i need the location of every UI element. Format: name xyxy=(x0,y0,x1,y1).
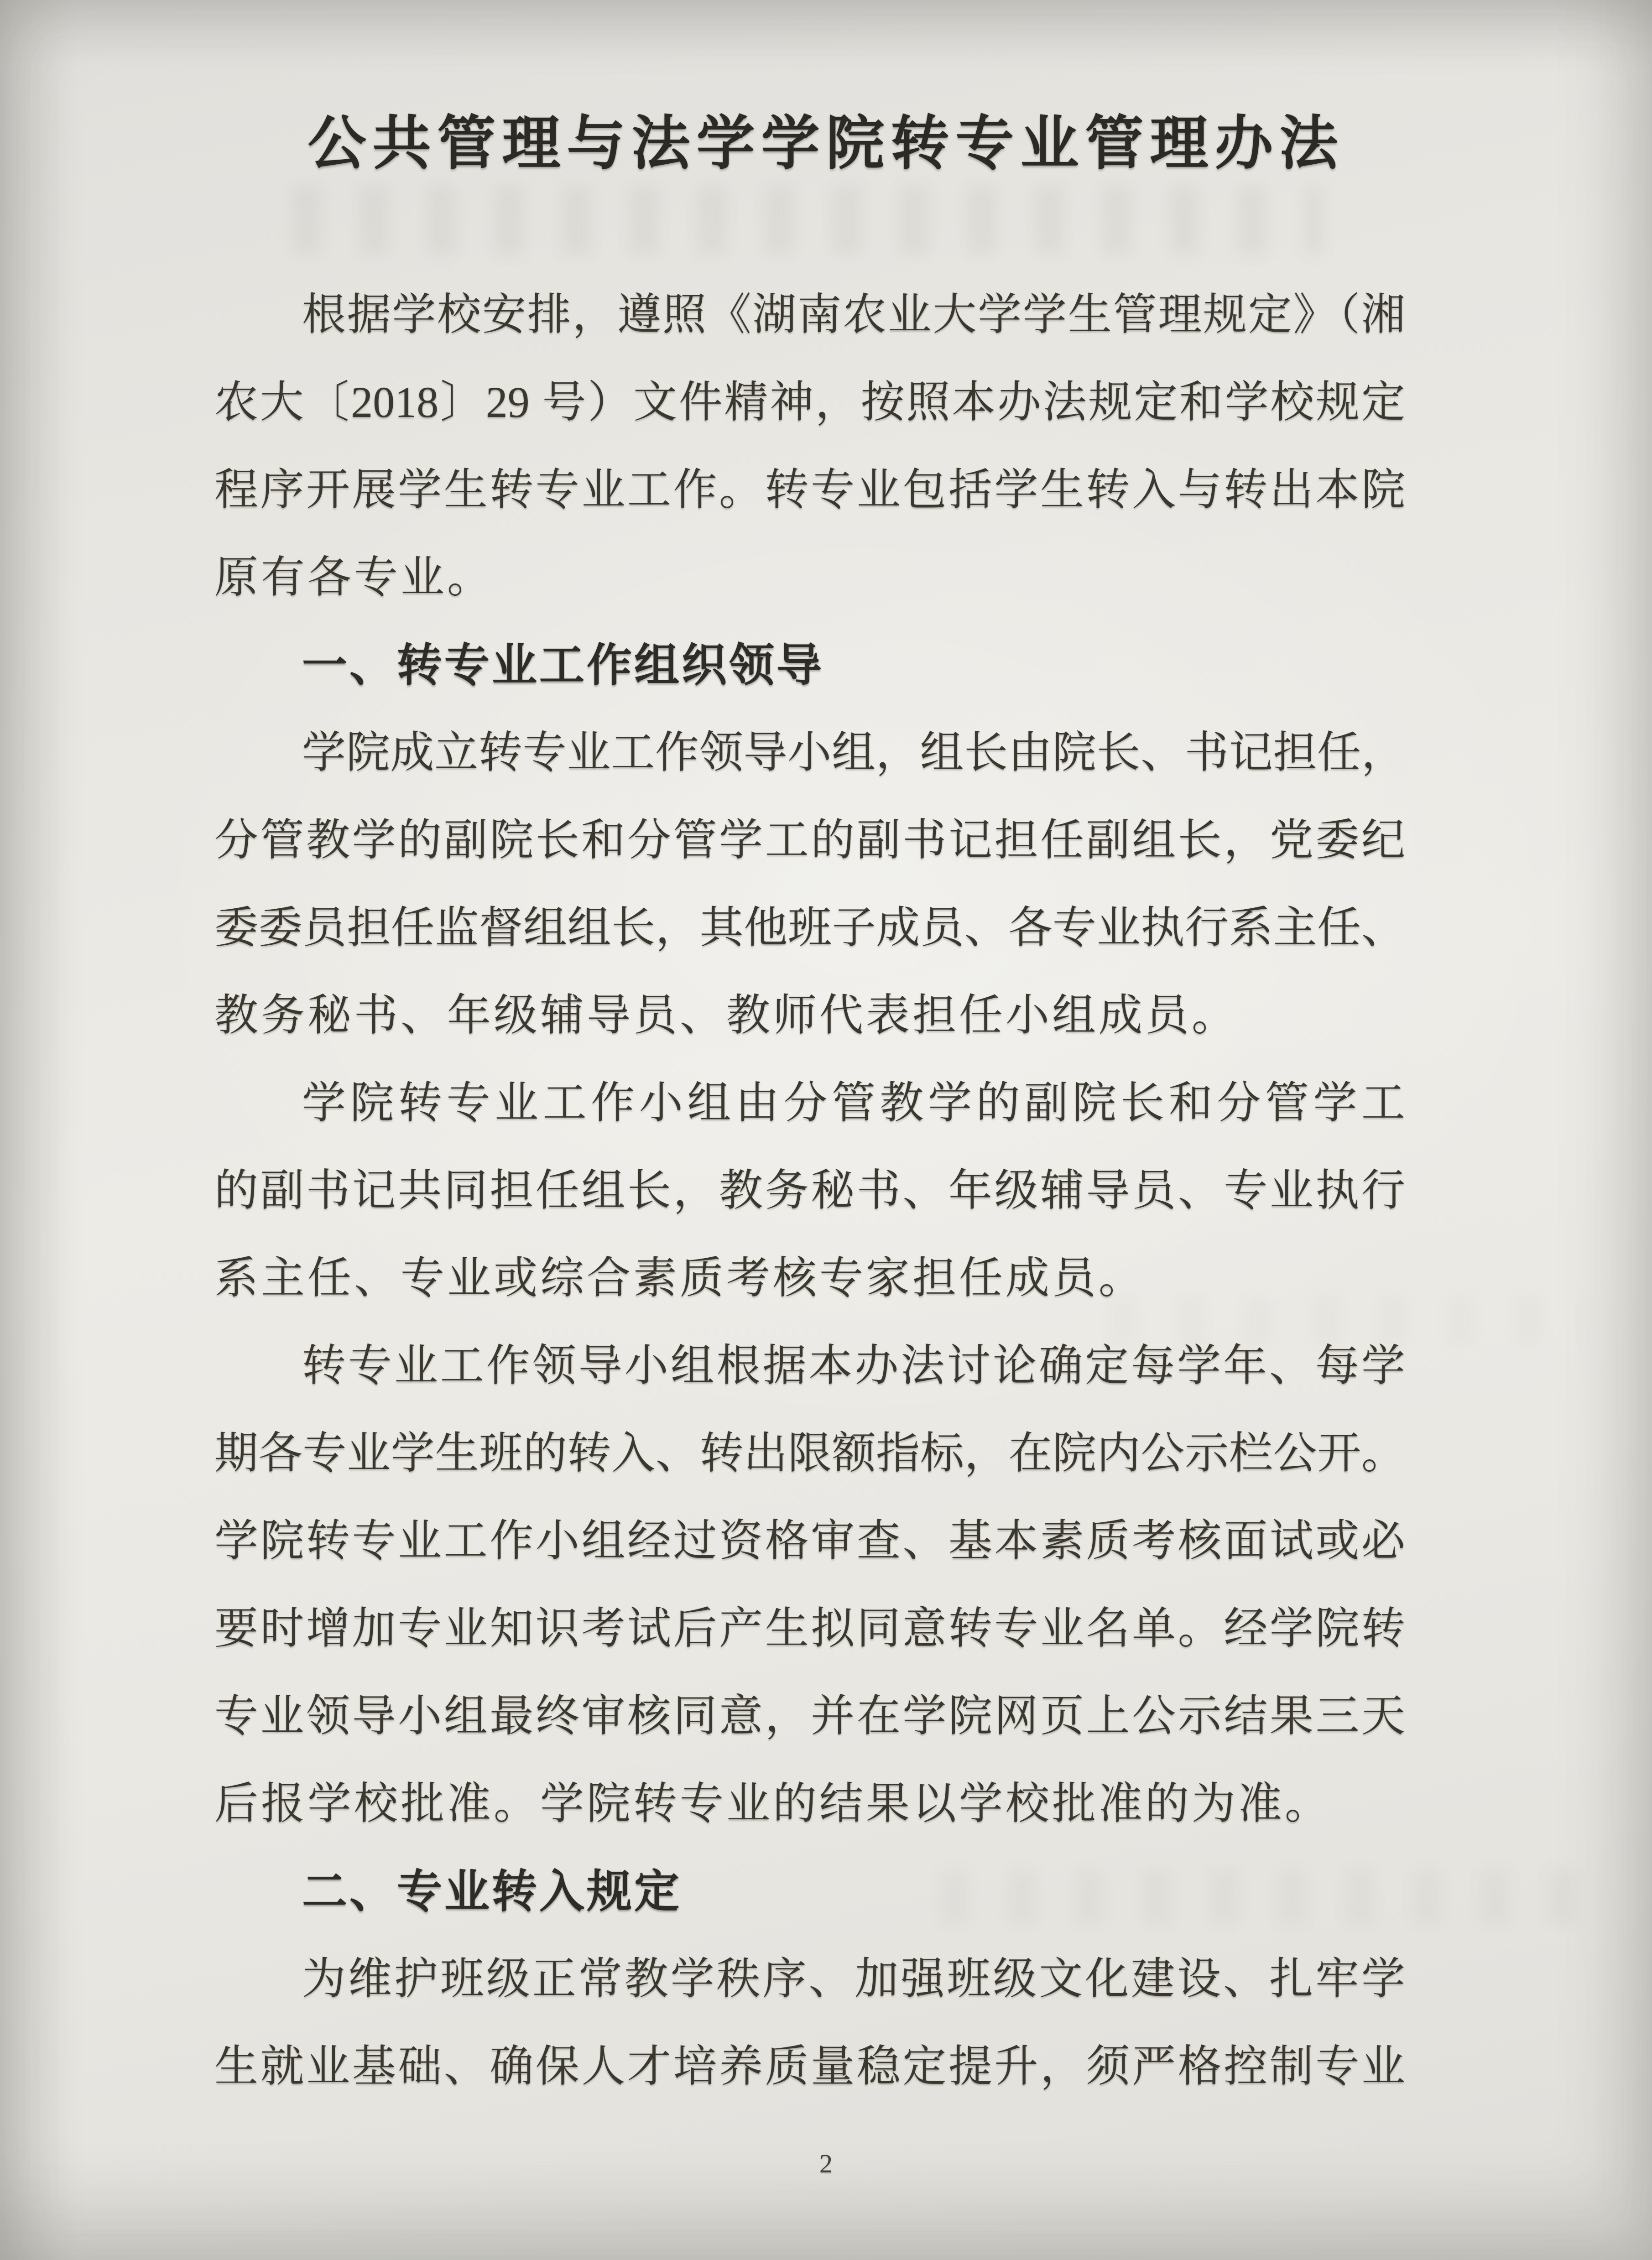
body-line: 生就业基础、确保人才培养质量稳定提升，须严格控制专业 xyxy=(214,2042,1405,2091)
body-line: 要时增加专业知识考试后产生拟同意转专业名单。经学院转 xyxy=(214,1604,1405,1653)
body-line: 为维护班级正常教学秩序、加强班级文化建设、扎牢学 xyxy=(302,1954,1405,2003)
body-line: 农大〔2018〕29 号）文件精神，按照本办法规定和学校规定 xyxy=(214,378,1405,427)
photo-top-shadow xyxy=(0,0,1652,68)
document-body xyxy=(214,271,1405,2110)
photo-left-shadow xyxy=(0,0,78,2260)
body-line: 学院成立转专业工作领导小组，组长由院长、书记担任， xyxy=(302,728,1405,777)
body-line: 专业领导小组最终审核同意，并在学院网页上公示结果三天 xyxy=(214,1692,1405,1740)
body-line: 期各专业学生班的转入、转出限额指标，在院内公示栏公开。 xyxy=(214,1429,1405,1478)
body-line: 转专业工作领导小组根据本办法讨论确定每学年、每学 xyxy=(302,1341,1405,1390)
body-line: 教务秘书、年级辅导员、教师代表担任小组成员。 xyxy=(214,991,1238,1040)
page-number: 2 xyxy=(819,2149,833,2178)
body-line: 学院转专业工作小组经过资格审查、基本素质考核面试或必 xyxy=(214,1516,1405,1565)
body-line: 的副书记共同担任组长，教务秘书、年级辅导员、专业执行 xyxy=(214,1166,1405,1215)
body-line: 系主任、专业或综合素质考核专家担任成员。 xyxy=(214,1254,1145,1302)
section-heading: 二、专业转入规定 xyxy=(302,1866,682,1916)
body-line: 委委员担任监督组组长，其他班子成员、各专业执行系主任、 xyxy=(214,903,1405,952)
body-line: 学院转专业工作小组由分管教学的副院长和分管学工 xyxy=(302,1078,1405,1127)
page-title: 公共管理与法学学院转专业管理办法 xyxy=(307,111,1345,176)
section-heading: 一、转专业工作组织领导 xyxy=(302,640,824,690)
body-line: 原有各专业。 xyxy=(214,553,494,602)
body-line: 分管教学的副院长和分管学工的副书记担任副组长，党委纪 xyxy=(214,816,1405,864)
body-line: 后报学校批准。学院转专业的结果以学校批准的为准。 xyxy=(214,1779,1331,1828)
body-line: 根据学校安排，遵照《湖南农业大学学生管理规定》（湘 xyxy=(302,290,1405,339)
body-line: 程序开展学生转专业工作。转专业包括学生转入与转出本院 xyxy=(214,465,1405,514)
